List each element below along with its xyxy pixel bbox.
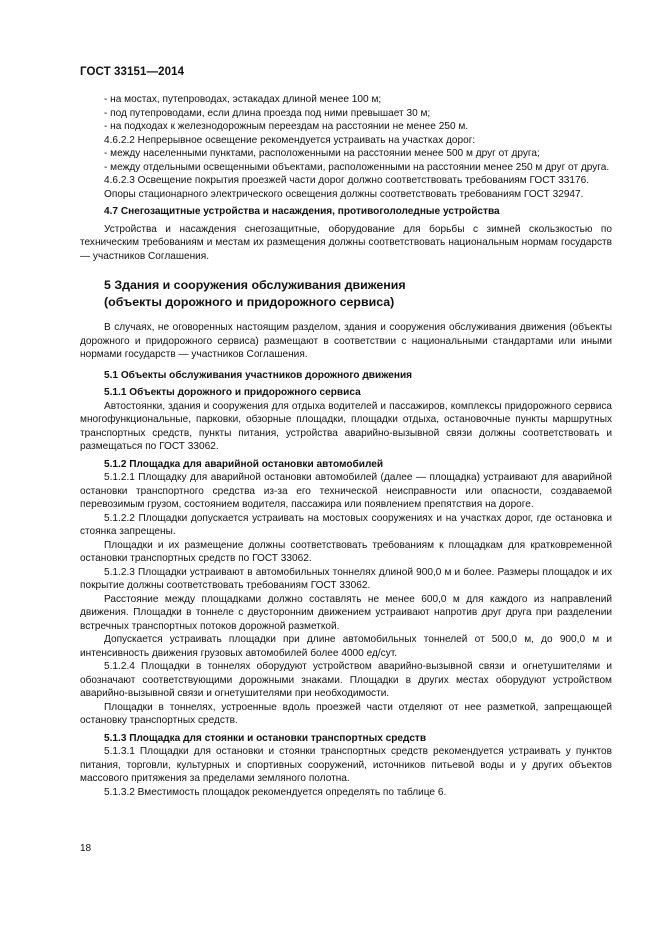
section-5-title-line1: 5 Здания и сооружения обслуживания движения (104, 278, 406, 292)
clause-5-1-2-1: 5.1.2.1 Площадку для аварийной остановки автомобилей (далее — площадка) устраивают для аварийной остановки транспортного средства из-за его технической неисправности или опасности, создаваемой перевозимым грузом, состоянием водителя, пассажира или появлением препятствия на дороге. (80, 472, 612, 510)
heading-4-7: 4.7 Снегозащитные устройства и насаждения, противогололедные устройства (104, 206, 500, 217)
paragraph-5-1-2-3b: Расстояние между площадками должно составлять не менее 600,0 м для каждого из направлений движения. Площадки в тоннеле с двусторонним движением устраивают напротив друг друга при разделении встречных транспортных потоков дорожной разметкой. (80, 593, 612, 632)
list-item: - под путепроводами, если длина проезда под ними превышает 30 м; (104, 107, 431, 119)
page-number: 18 (80, 843, 92, 854)
section-5-title-line2: (объекты дорожного и придорожного сервиса) (104, 295, 395, 309)
paragraph-5-1-2-2b: Площадки и их размещение должны соответствовать требованиям к площадкам для кратковременной остановки транспортных средств по ГОСТ 33062. (80, 539, 612, 564)
paragraph-5: В случаях, не оговоренных настоящим разделом, здания и сооружения обслуживания движения (объекты дорожного и придорожного сервиса) размещают в соответствии с национальными стандартами или иными нормами государств — участников Соглашения. (80, 322, 612, 360)
clause-4-6-2-3: 4.6.2.3 Освещение покрытия проезжей части дорог должно соответствовать требованиям ГОСТ 33176. (104, 175, 590, 186)
list-item: - на подходах к железнодорожным переездам на расстоянии не менее 250 м. (104, 121, 469, 132)
paragraph-5-1-2-4b: Площадки в тоннелях, устроенные вдоль проезжей части отделяют от нее разметкой, запрещающей остановку транспортных средств. (80, 701, 612, 726)
clause-5-1-2-4: 5.1.2.4 Площадки в тоннелях оборудуют устройством аварийно-вызывной связи и огнетушителями и обозначают соответствующими дорожными знаками. Площадки в других местах оборудуют устройством аварийно-вызывной связи и огнетушителями при необходимости. (80, 661, 612, 699)
paragraph-supports: Опоры стационарного электрического освещения должны соответствовать требованиям ГОСТ 32947. (104, 188, 584, 200)
list-item: - на мостах, путепроводах, эстакадах длиной менее 100 м; (104, 94, 382, 105)
paragraph-5-1-1: Автостоянки, здания и сооружения для отдыха водителей и пассажиров, комплексы придорожного сервиса многофункциональные, парковки, обзорные площадки, площадки отдыха, остановочные пункты маршрутных транспортных средств, пункты питания, устройства аварийно-вызывной связи должны соответствовать и размещаться по ГОСТ 33062. (80, 400, 612, 452)
heading-5-1-2: 5.1.2 Площадка для аварийной остановки автомобилей (104, 458, 384, 470)
list-item: - между отдельными освещенными объектами, расположенными на расстоянии менее 250 м друг от друга. (104, 161, 610, 173)
heading-5-1-3: 5.1.3 Площадка для стоянки и остановки транспортных средств (104, 732, 427, 744)
document-body (80, 93, 612, 799)
clause-5-1-2-2: 5.1.2.2 Площадки допускается устраивать на мостовых сооружениях и на участках дорог, где остановка и стоянка запрещены. (80, 512, 612, 537)
heading-5-1-1: 5.1.1 Объекты дорожного и придорожного сервиса (104, 387, 361, 398)
clause-5-1-3-2: 5.1.3.2 Вместимость площадок рекомендуется определять по таблице 6. (104, 786, 447, 798)
section-5-title (104, 277, 612, 311)
paragraph-4-7: Устройства и насаждения снегозащитные, оборудование для борьбы с зимней скользкостью по техническим требованиям и местам их размещения должны соответствовать национальным нормам государств — участников Соглашения. (80, 223, 612, 262)
paragraph-5-1-2-3c: Допускается устраивать площадки при длине автомобильных тоннелей от 500,0 м, до 900,0 м и интенсивность движения грузовых автомобилей более 4000 ед/сут. (80, 634, 612, 659)
clause-4-6-2-2: 4.6.2.2 Непрерывное освещение рекомендуется устраивать на участках дорог: (104, 134, 476, 146)
heading-5-1: 5.1 Объекты обслуживания участников дорожного движения (104, 369, 413, 381)
clause-5-1-2-3: 5.1.2.3 Площадки устраивают в автомобильных тоннелях длиной 900,0 м и более. Размеры площадок и их покрытие должны соответствовать требованиям ГОСТ 33062. (80, 566, 612, 591)
clause-5-1-3-1: 5.1.3.1 Площадки для остановки и стоянки транспортных средств рекомендуется устраивать у пунктов питания, торговли, культурных и спортивных сооружений, источников питьевой воды и у других объектов массового притяжения за пределами земляного полотна. (80, 746, 612, 784)
list-item: - между населенными пунктами, расположенными на расстоянии менее 500 м друг от друга; (104, 148, 540, 159)
document-header: ГОСТ 33151—2014 (80, 66, 185, 78)
